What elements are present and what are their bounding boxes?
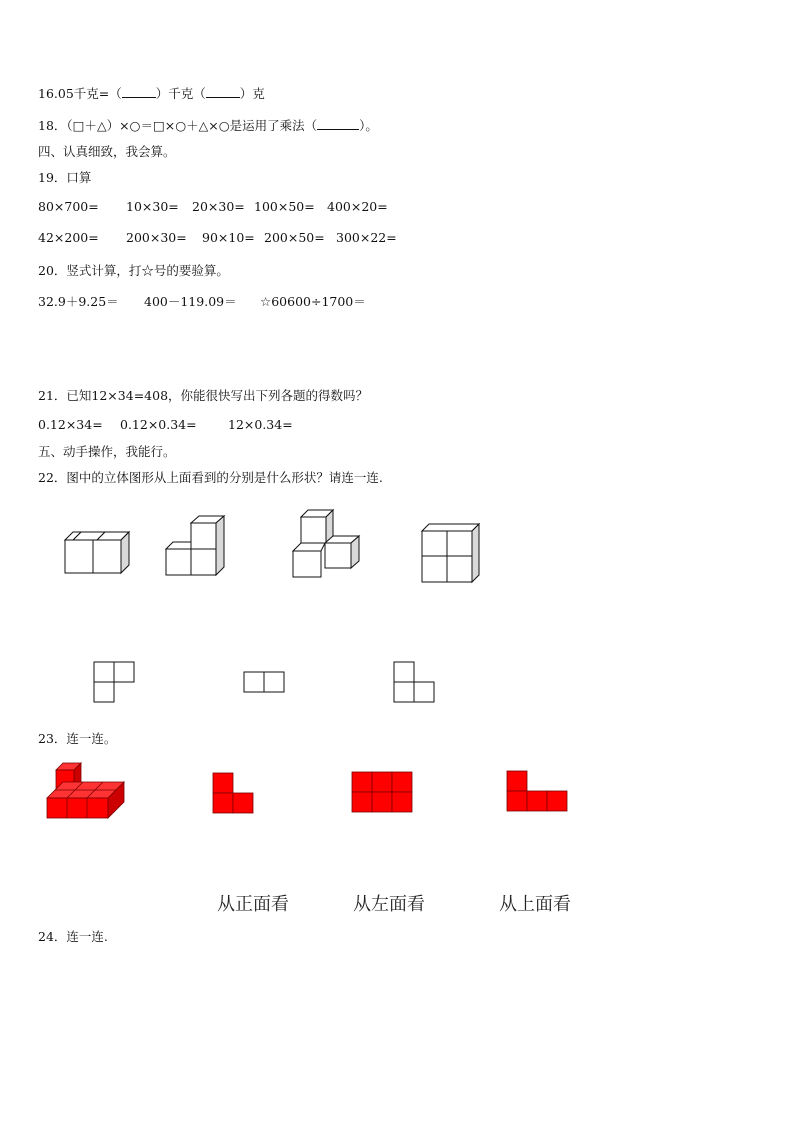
q19-row-2: [38, 230, 415, 245]
view-label-top[interactable]: 从上面看: [499, 894, 571, 915]
view-label-front[interactable]: 从正面看: [217, 894, 289, 915]
q19-item: 90×10=: [202, 230, 255, 245]
q22-solid-4: [418, 520, 484, 586]
q20-item: 32.9＋9.25＝: [38, 294, 119, 309]
section-4-heading: 四、认真细致，我会算。: [38, 144, 176, 159]
q16-suffix: ）克: [239, 86, 265, 101]
q18-suffix: ）。: [359, 118, 378, 133]
q19-title: 19．口算: [38, 170, 92, 185]
q16-blank-kg[interactable]: [122, 87, 156, 98]
q19-item: 200×30=: [126, 230, 187, 245]
q19-item: 42×200=: [38, 230, 99, 245]
q23-view-3[interactable]: [506, 770, 570, 814]
q19-item: 100×50=: [254, 199, 315, 214]
q21-item: 12×0.34=: [228, 417, 293, 432]
q21-items: [38, 417, 311, 432]
q22-title: 22．图中的立体图形从上面看到的分别是什么形状？请连一连.: [38, 470, 383, 485]
q20-item: 400－119.09＝: [144, 294, 237, 309]
q19-item: 300×22=: [336, 230, 397, 245]
question-16: [38, 84, 265, 102]
q23-solid: [44, 760, 128, 822]
q23-view-2[interactable]: [350, 771, 414, 815]
q23-view-1[interactable]: [212, 772, 256, 816]
q16-mid: ）千克（: [155, 86, 206, 101]
q22-solid-2: [163, 515, 229, 579]
q19-item: 10×30=: [126, 199, 179, 214]
q18-prefix: 18．（□＋△）×○＝□×○＋△×○是运用了乘法（: [38, 118, 318, 133]
q20-items: [38, 292, 384, 310]
q21-item: 0.12×34=: [38, 417, 103, 432]
q16-blank-g[interactable]: [206, 87, 240, 98]
q19-row-1: [38, 199, 406, 214]
q22-top-view-1[interactable]: [93, 660, 137, 704]
q24-title: 24．连一连.: [38, 929, 108, 944]
q19-item: 200×50=: [264, 230, 325, 245]
q19-item: 400×20=: [327, 199, 388, 214]
q20-item: ☆60600÷1700＝: [260, 294, 366, 309]
q21-item: 0.12×0.34=: [120, 417, 197, 432]
q22-top-view-2[interactable]: [243, 671, 287, 695]
view-label-left[interactable]: 从左面看: [353, 894, 425, 915]
q20-title: 20．竖式计算，打☆号的要验算。: [38, 263, 229, 278]
q22-solid-1: [60, 525, 130, 577]
q22-solid-3: [290, 508, 362, 580]
q23-title: 23．连一连。: [38, 731, 117, 746]
question-18: [38, 116, 378, 134]
q21-title: 21．已知12×34=408，你能很快写出下列各题的得数吗？: [38, 388, 369, 403]
q22-top-view-3[interactable]: [393, 660, 437, 704]
q16-prefix: 16.05千克=（: [38, 86, 122, 101]
q18-blank[interactable]: [317, 119, 359, 130]
q19-item: 80×700=: [38, 199, 99, 214]
section-5-heading: 五、动手操作，我能行。: [38, 444, 176, 459]
q19-item: 20×30=: [192, 199, 245, 214]
